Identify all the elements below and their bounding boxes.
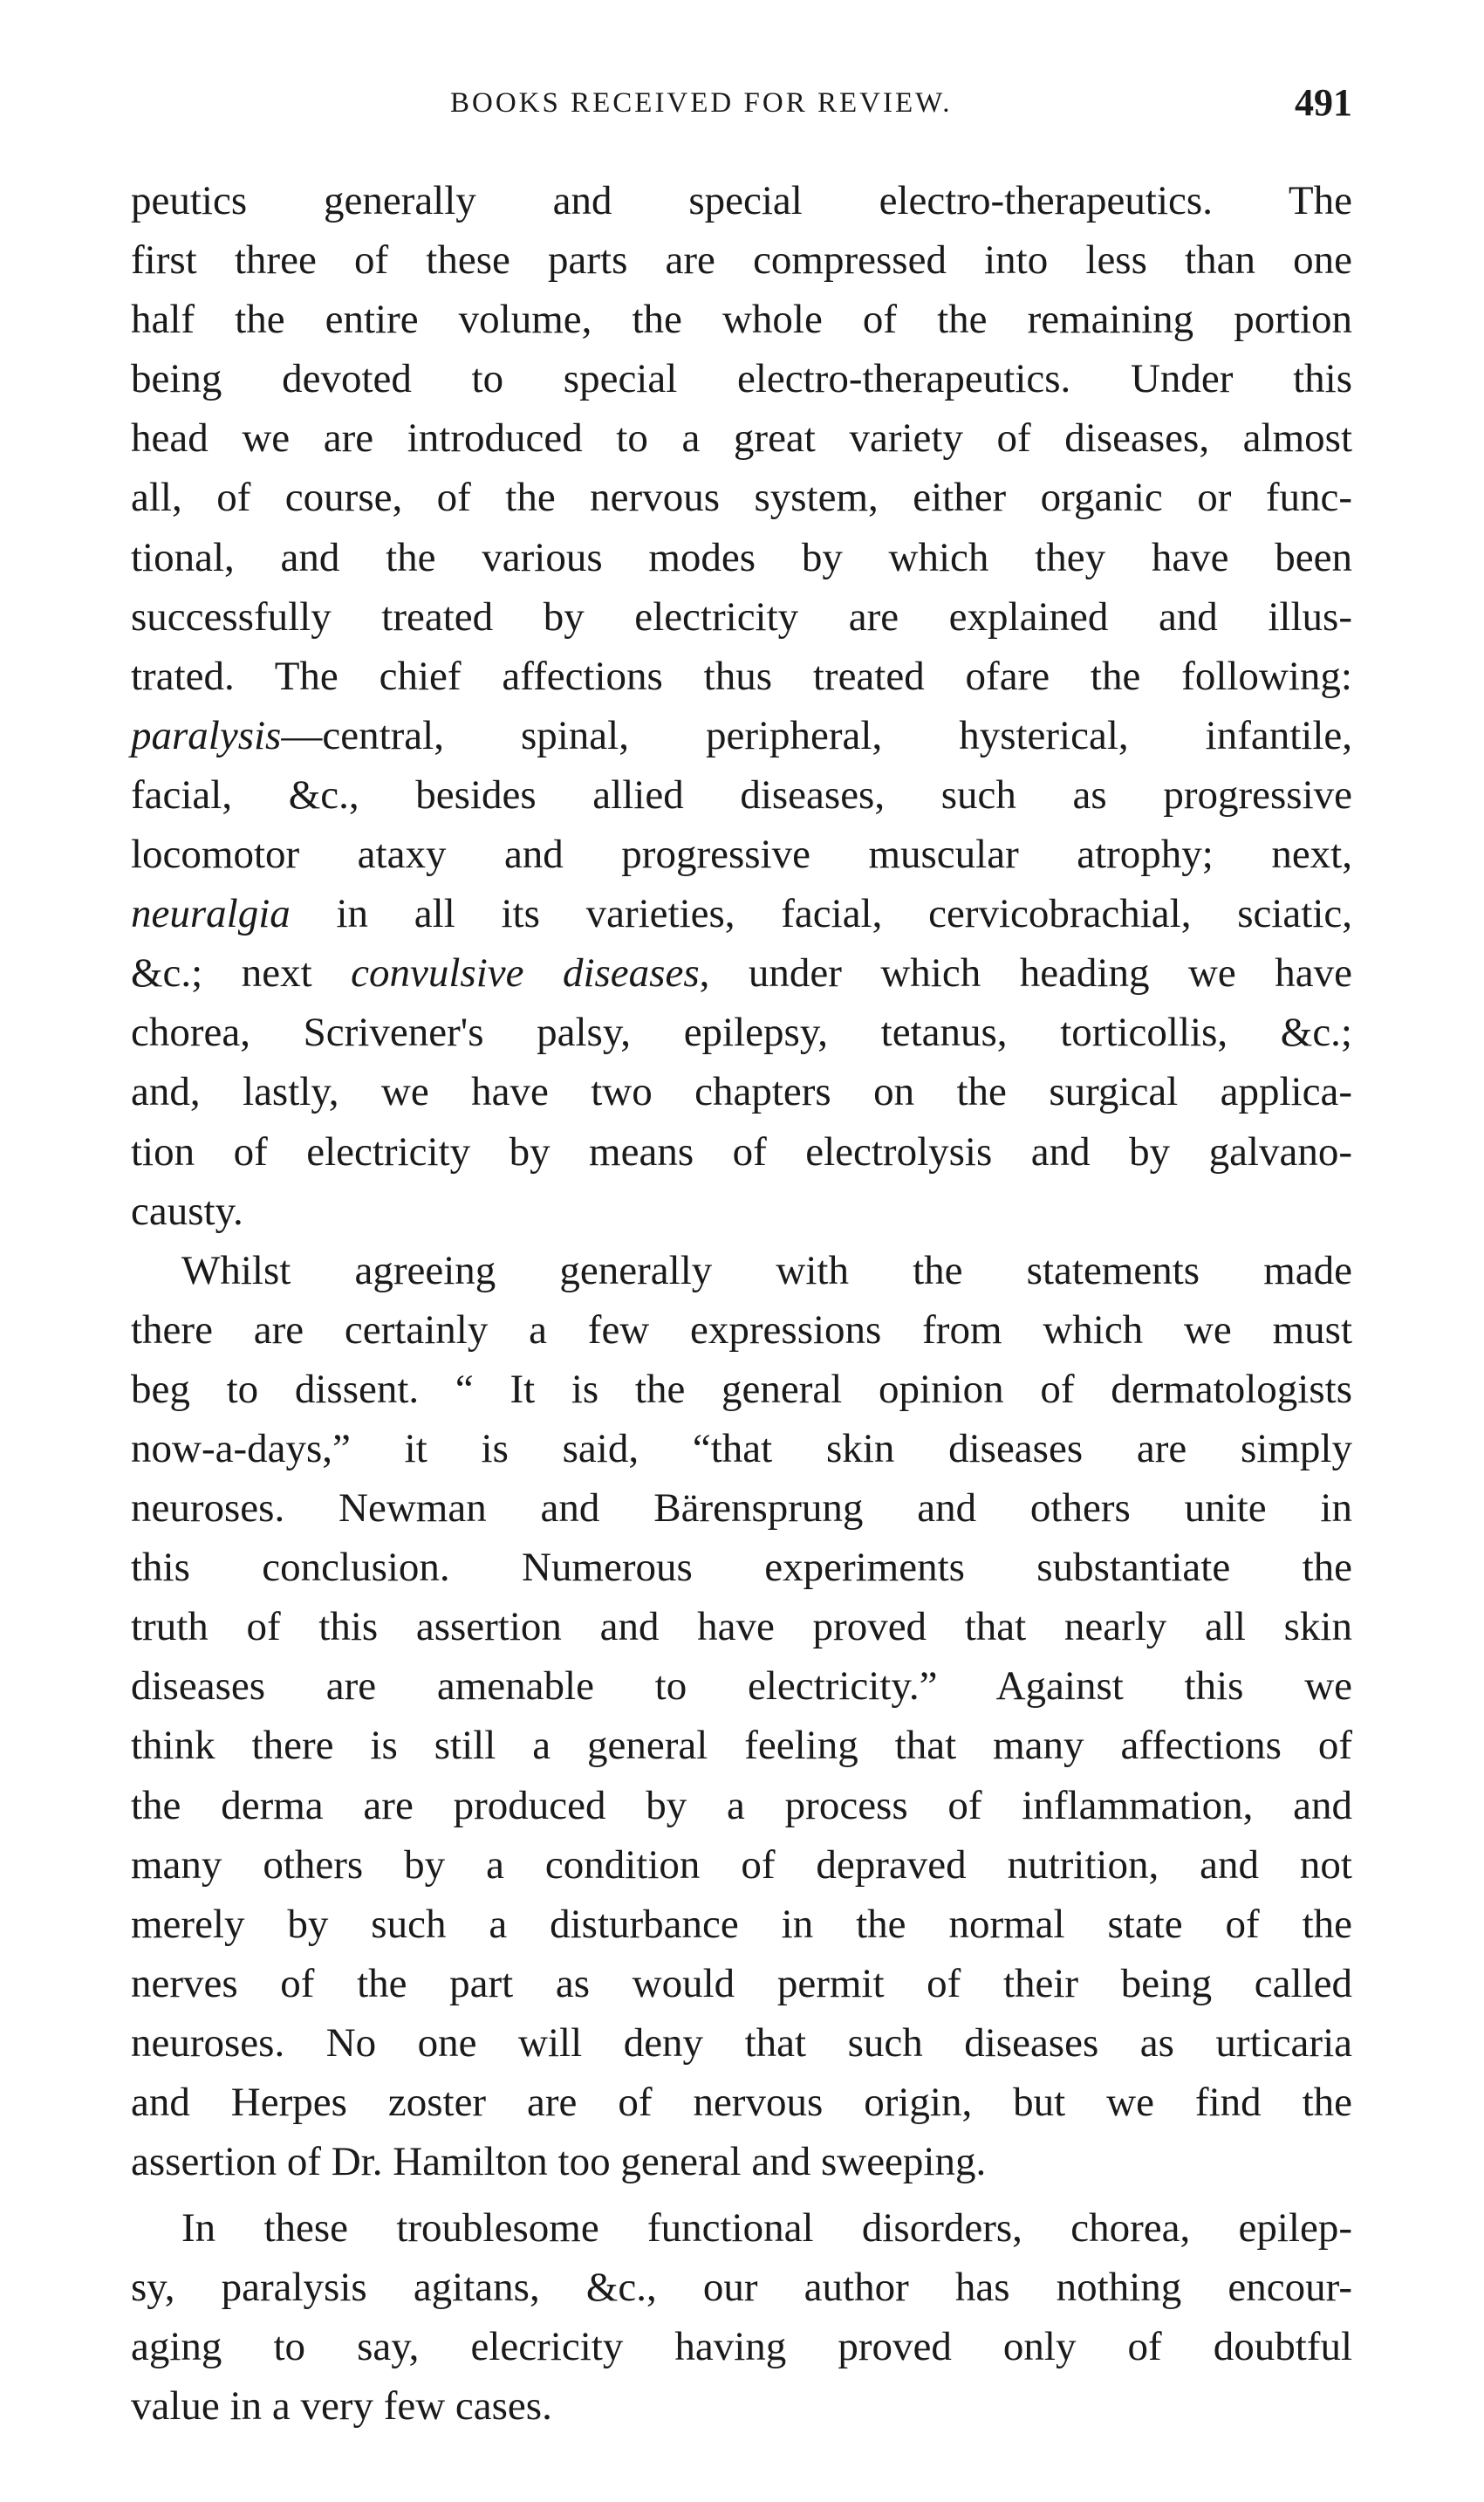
text-line: first three of these parts are compressed into less than one xyxy=(131,237,1352,284)
text-line xyxy=(131,884,1352,943)
italic-term: paralysis xyxy=(131,712,282,758)
text-line xyxy=(131,943,1352,1003)
paragraph xyxy=(131,1241,1352,2192)
text-line: truth of this assertion and have proved that nearly all skin xyxy=(131,1604,1352,1650)
text-line: and Herpes zoster are of nervous origin, but we find the xyxy=(131,2080,1352,2125)
text-line: sy, paralysis agitans, &c., our author has nothing encour- xyxy=(131,2265,1352,2311)
text-line: the derma are produced by a process of inflammation, and xyxy=(131,1782,1352,1828)
paragraph xyxy=(131,2198,1352,2436)
text-line: merely by such a disturbance in the normal state of the xyxy=(131,1901,1352,1947)
text-line: all, of course, of the nervous system, either organic or func- xyxy=(131,475,1352,521)
text-line: successfully treated by electricity are explained and illus- xyxy=(131,593,1352,640)
body-text xyxy=(131,171,1352,2437)
italic-term: neuralgia xyxy=(131,891,291,937)
text-line: aging to say, elecricity having proved only of doubtful xyxy=(131,2324,1352,2370)
text-run: in all its varieties, facial, cervicobrachial, sciatic, xyxy=(290,891,1352,937)
text-line: Whilst agreeing generally with the statements made xyxy=(181,1247,1352,1293)
text-line: this conclusion. Numerous experiments substantiate the xyxy=(131,1545,1352,1591)
text-line: beg to dissent. “ It is the general opinion of dermatologists xyxy=(131,1366,1352,1412)
text-line: In these troublesome functional disorders, chorea, epilep- xyxy=(181,2205,1352,2252)
text-line: now-a-days,” it is said, “that skin diseases are simply xyxy=(131,1425,1352,1471)
text-line: neuroses. No one will deny that such diseases as urticaria xyxy=(131,2019,1352,2066)
text-line: peutics generally and special electro-therapeutics. The xyxy=(131,178,1352,223)
text-line: causty. xyxy=(131,1188,243,1234)
paragraph xyxy=(131,171,1352,1241)
text-run: —central, spinal, peripheral, hysterical, infantile, xyxy=(281,712,1352,758)
text-line: being devoted to special electro-therapeutics. Under this xyxy=(131,356,1352,402)
text-line: chorea, Scrivener's palsy, epilepsy, tetanus, torticollis, &c.; xyxy=(131,1010,1352,1056)
text-line: assertion of Dr. Hamilton too general and sweeping. xyxy=(131,2139,987,2185)
text-line: neuroses. Newman and Bärensprung and others unite in xyxy=(131,1485,1352,1532)
text-line: facial, &c., besides allied diseases, such as progressive xyxy=(131,771,1352,818)
text-line: and, lastly, we have two chapters on the surgical applica- xyxy=(131,1069,1352,1115)
text-line: think there is still a general feeling that many affections of xyxy=(131,1723,1352,1769)
running-title: BOOKS RECEIVED FOR REVIEW. xyxy=(450,87,953,119)
text-line: trated. The chief affections thus treated ofare the following: xyxy=(131,653,1352,699)
text-run: &c.; next xyxy=(131,950,352,997)
text-line: half the entire volume, the whole of the remaining portion xyxy=(131,297,1352,343)
running-header xyxy=(131,80,1352,133)
text-line: there are certainly a few expressions from which we must xyxy=(131,1306,1352,1353)
text-line: locomotor ataxy and progressive muscular atrophy; next, xyxy=(131,832,1352,878)
text-run: , under which heading we have xyxy=(699,950,1352,997)
text-line: head we are introduced to a great variety of diseases, almost xyxy=(131,415,1352,462)
text-line: value in a very few cases. xyxy=(131,2383,552,2430)
text-line xyxy=(131,706,1352,765)
paragraph-gap xyxy=(131,2191,1352,2198)
text-line: tional, and the various modes by which they have been xyxy=(131,534,1352,580)
text-line: many others by a condition of depraved nutrition, and not xyxy=(131,1841,1352,1888)
italic-term: convulsive diseases xyxy=(351,950,700,997)
text-line: diseases are amenable to electricity.” Against this we xyxy=(131,1663,1352,1710)
page-number: 491 xyxy=(1295,81,1352,124)
text-line: tion of electricity by means of electrolysis and by galvano- xyxy=(131,1128,1352,1175)
text-line: nerves of the part as would permit of their being called xyxy=(131,1960,1352,2006)
